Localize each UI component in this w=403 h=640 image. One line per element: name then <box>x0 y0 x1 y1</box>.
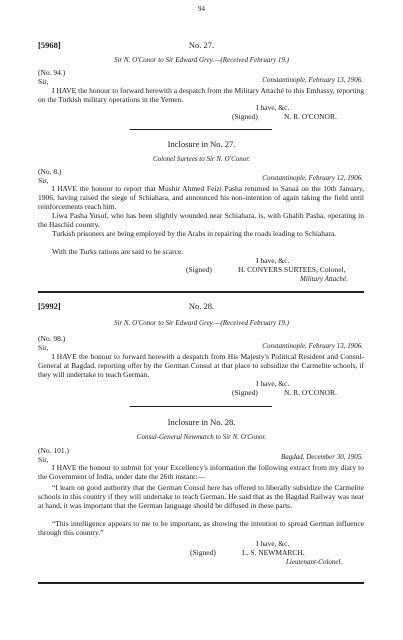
doc28-no: (No. 98.) <box>38 334 66 343</box>
incl28-body2: “I learn on good authority that the German Consul here has offered to liberally subsidize the Carmelite schools in this country if they will undertake to teach German. He said that as the Bagdad Railway was near at hand, it was important that the German language should be diffused in these parts. <box>38 483 364 510</box>
incl28-heading: Consul-General Newmarch to Sir N. O'Conor. <box>136 433 267 441</box>
doc27-ref: [5968] <box>38 40 61 50</box>
incl27-body3: Turkish prisoners are being employed by the Arabs in repairing the roads leading to Schiahara. <box>52 229 337 238</box>
incl27-title: Inclosure in No. 27. <box>167 139 236 149</box>
doc28-body: I HAVE the honour to forward herewith a despatch from His Majesty's Political Resident and Consul-General at Bagdad, reporting offer by the German Consul at that place to subsidize the Carmelite schools, if they will undertake to teach German. <box>38 352 364 379</box>
incl28-signed: (Signed) <box>190 548 216 557</box>
doc28-ref: [5992] <box>38 301 61 311</box>
doc27-signed: (Signed) <box>232 112 258 121</box>
incl27-body1: I HAVE the honour to report that Mushir Ahmed Feizi Pasha returned to Sanaá on the 10th January, 1906, having raised the siege of Schiahara, and announced his non-intention of again taking the field until reinforcements reach him. <box>38 184 364 211</box>
doc28-signed: (Signed) <box>232 388 258 397</box>
doc27-number: No. 27. <box>188 40 215 50</box>
incl27-closing: I have, &c. <box>256 256 290 265</box>
doc28-signature: N. R. O'CONOR. <box>284 388 337 397</box>
incl28-title-line: Lieutenant-Colonel. <box>286 558 343 566</box>
divider-rule <box>130 129 272 130</box>
incl27-heading: Colonel Surtees to Sir N. O'Conor. <box>153 155 250 163</box>
section-rule <box>38 582 364 584</box>
incl27-dateline: Constantinople, February 12, 1906. <box>262 174 363 182</box>
doc27-heading: Sir N. O'Conor to Sir Edward Grey.—(Received February 19.) <box>114 56 289 64</box>
incl28-no: (No. 101.) <box>38 446 70 455</box>
doc27-body: I HAVE the honour to forward herewith a despatch from the Military Attaché to this Embassy, reporting on the Turkish military operations in the Yemen. <box>38 86 365 104</box>
doc28-number: No. 28. <box>188 301 215 311</box>
incl27-no: (No. 8.) <box>38 167 62 176</box>
incl28-closing: I have, &c. <box>256 539 290 548</box>
doc28-salutation: Sir, <box>38 343 49 352</box>
doc27-signature: N. R. O'CONOR. <box>284 112 337 121</box>
page-number: 94 <box>198 5 205 13</box>
section-rule <box>38 291 364 293</box>
incl27-body2: Liwa Pasha Yusuf, who has been slightly wounded near Schiahara, is, with Ghalib Pasha, operating in the Haschid country. <box>38 211 364 229</box>
doc28-heading: Sir N. O'Conor to Sir Edward Grey.—(Received February 19.) <box>114 319 289 327</box>
incl28-dateline: Bagdad, December 30, 1905. <box>280 453 363 461</box>
doc27-salutation: Sir, <box>38 77 49 86</box>
incl28-signature: L. S. NEWMARCH, <box>242 548 305 557</box>
divider-rule <box>130 406 272 407</box>
incl28-salutation: Sir, <box>38 455 49 464</box>
incl27-signature: H. CONYERS SURTEES, Colonel, <box>238 265 346 274</box>
incl27-title-line: Military Attaché. <box>300 275 348 283</box>
incl27-salutation: Sir, <box>38 176 49 185</box>
doc28-closing: I have, &c. <box>256 379 290 388</box>
incl27-body4: With the Turks rations are said to be scarce. <box>52 247 184 256</box>
incl28-title: Inclosure in No. 28. <box>167 417 236 427</box>
doc27-dateline: Constantinople, February 13, 1906. <box>262 76 363 84</box>
incl28-body3: “This intelligence appears to me to be important, as showing the intention to spread German influence through this country.” <box>38 519 364 537</box>
incl27-signed: (Signed) <box>186 265 212 274</box>
doc27-no: (No. 94.) <box>38 68 66 77</box>
doc27-closing: I have, &c. <box>256 103 290 112</box>
incl28-body1: I HAVE the honour to submit for your Excellency's information the following extract from my diary to the Government of India, under date the 26th instant:— <box>38 463 364 481</box>
doc28-dateline: Constantinople, February 13, 1906. <box>262 342 363 350</box>
